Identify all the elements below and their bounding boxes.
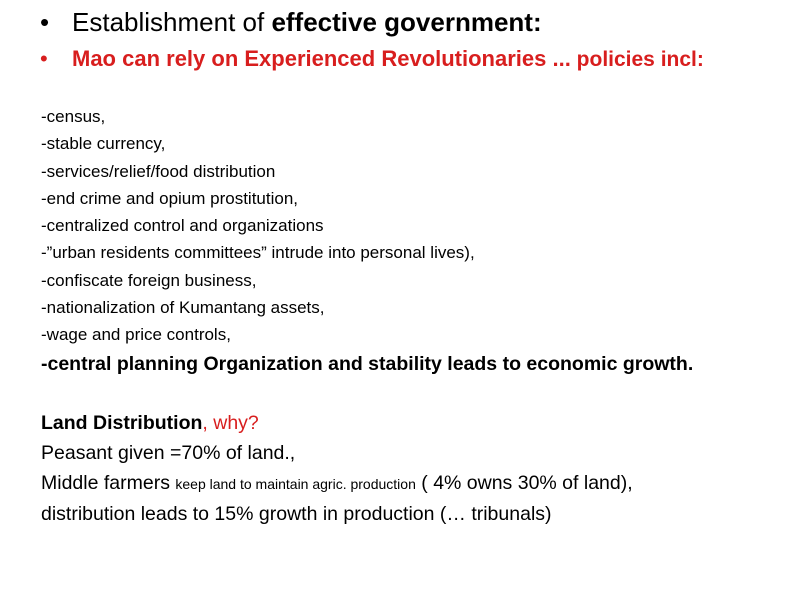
policy-item: -confiscate foreign business, [41, 270, 257, 290]
policy-item: -”urban residents committees” intrude into personal lives), [41, 243, 475, 263]
bullet-glyph: • [40, 46, 48, 71]
policy-item: -stable currency, [41, 134, 166, 154]
bullet-mao-bold: Mao can rely on Experienced Revolutionaries ... [72, 46, 571, 71]
land-line-2-suffix: ( 4% owns 30% of land), [415, 472, 633, 494]
policy-item: -services/relief/food distribution [41, 161, 276, 181]
policy-item: -census, [41, 107, 106, 126]
policy-item: -nationalization of Kumantang assets, [41, 298, 325, 318]
land-line-middle-farmers [41, 468, 633, 499]
bullet-glyph: • [40, 7, 50, 37]
land-distribution-heading [41, 408, 633, 438]
land-line-distribution: distribution leads to 15% growth in production (… tribunals) [41, 503, 552, 525]
policy-item: -wage and price controls, [41, 325, 231, 345]
policy-item: -centralized control and organizations [41, 216, 324, 236]
land-heading-question: , why? [202, 412, 259, 434]
land-heading-text: Land Distribution [41, 412, 203, 434]
bullet-mao-revolutionaries [40, 44, 780, 74]
bullet-establishment [40, 7, 542, 37]
bullet-establishment-plain: Establishment of [72, 7, 272, 37]
policy-conclusion: -central planning Organization and stability leads to economic growth. [41, 352, 694, 375]
policy-item: -end crime and opium prostitution, [41, 188, 299, 208]
land-line-2-prefix: Middle farmers [41, 472, 176, 494]
land-line-peasant: Peasant given =70% of land., [41, 442, 296, 464]
policy-list [41, 103, 693, 379]
bullet-mao-tail: policies incl: [570, 48, 704, 71]
bullet-establishment-bold: effective government: [271, 7, 542, 37]
land-distribution-section [41, 408, 633, 529]
bullet-mao-text [72, 44, 704, 74]
bullet-establishment-text [72, 7, 542, 37]
land-line-2-small: keep land to maintain agric. production [175, 476, 416, 492]
